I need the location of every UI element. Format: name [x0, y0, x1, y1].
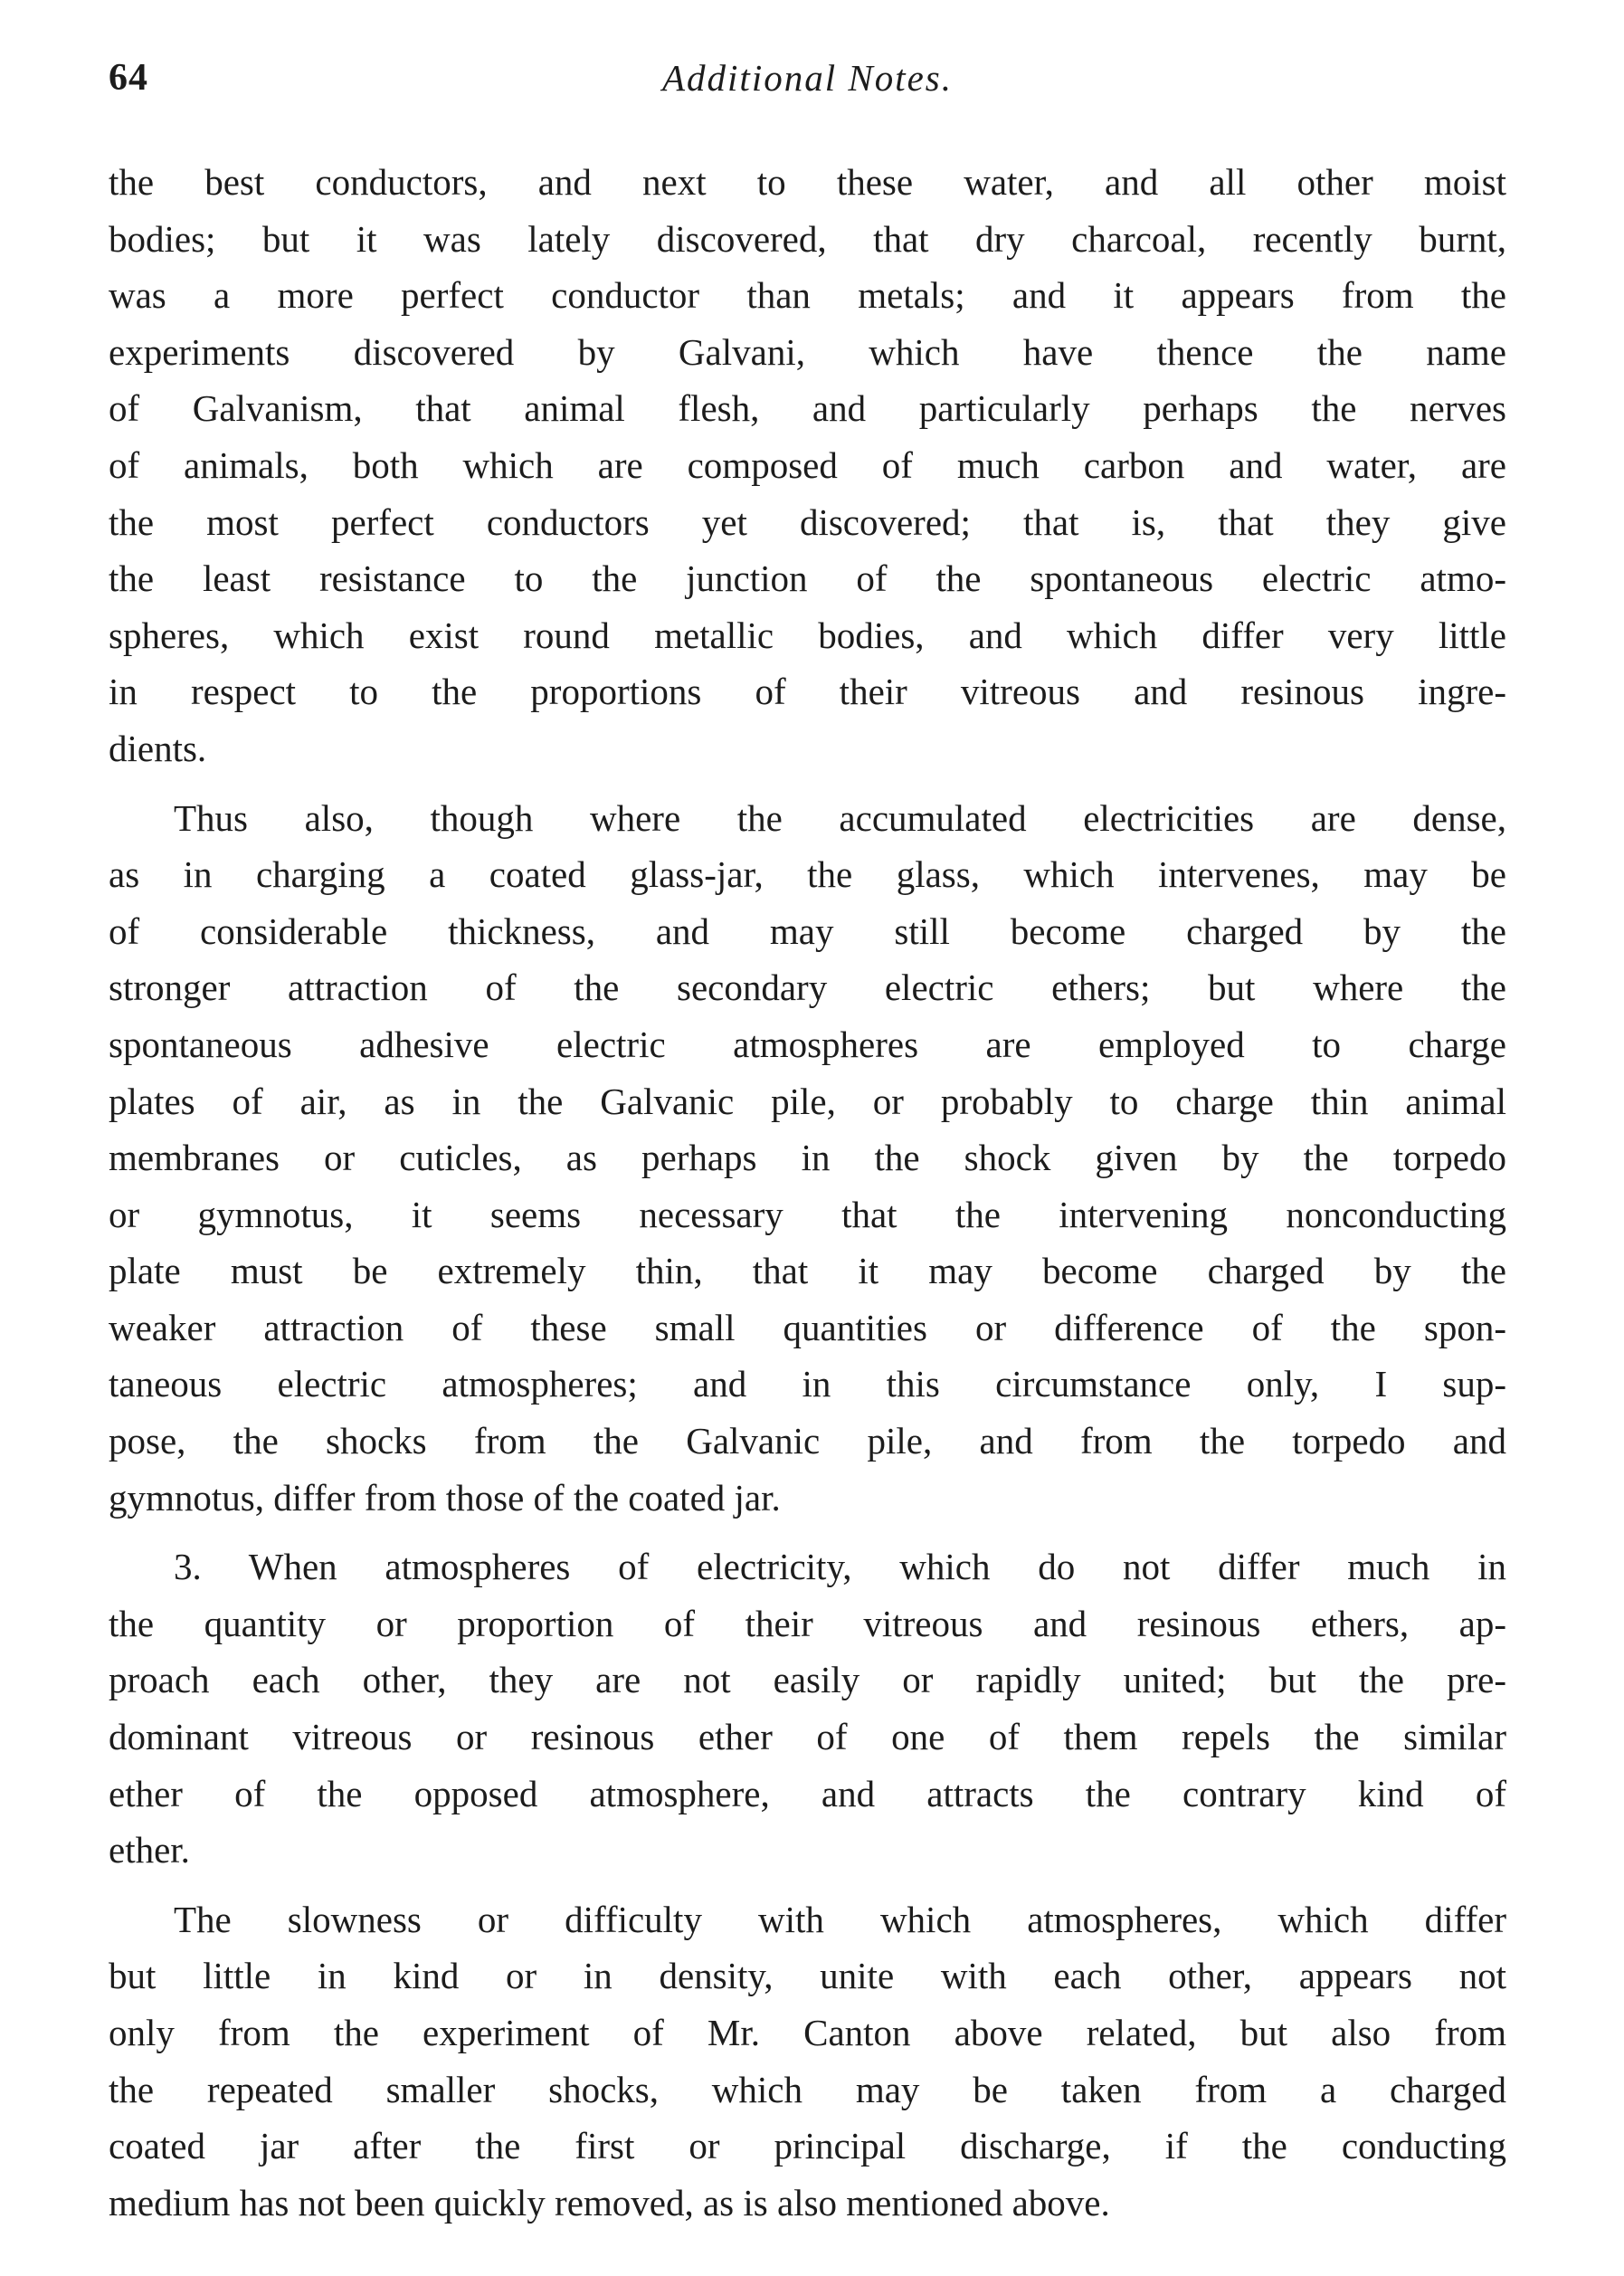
text-line: dominant vitreous or resinous ether of one of them repels the similar	[109, 1716, 1506, 1758]
paragraph	[109, 154, 1506, 777]
paragraph	[109, 1891, 1506, 2232]
paragraph-gap	[109, 777, 1506, 790]
text-line: of Galvanism, that animal flesh, and particularly perhaps the nerves	[109, 387, 1506, 430]
text-line: of animals, both which are composed of much carbon and water, are	[109, 443, 1506, 486]
running-head: Additional Notes.	[662, 57, 953, 99]
text-line: proach each other, they are not easily or rapidly united; but the pre-	[109, 1659, 1506, 1701]
page-header	[109, 56, 1506, 119]
paragraph	[109, 790, 1506, 1527]
text-line: 3. When atmospheres of electricity, which do not differ much in	[174, 1546, 1506, 1588]
text-line: plates of air, as in the Galvanic pile, or probably to charge thin animal	[109, 1080, 1506, 1122]
paragraph-gap	[109, 1526, 1506, 1538]
body-text	[109, 154, 1506, 2231]
text-line: medium has not been quickly removed, as is also mentioned above.	[109, 2181, 1110, 2224]
text-line: in respect to the proportions of their vitreous and resinous ingre-	[109, 671, 1506, 713]
text-line: coated jar after the first or principal discharge, if the conducting	[109, 2125, 1506, 2167]
text-line: stronger attraction of the secondary electric ethers; but where the	[109, 967, 1506, 1009]
text-line: the most perfect conductors yet discovered; that is, that they give	[109, 500, 1506, 543]
paragraph-gap	[109, 1879, 1506, 1891]
text-line: the repeated smaller shocks, which may be taken from a charged	[109, 2068, 1506, 2110]
page-number: 64	[109, 57, 148, 99]
text-line: spontaneous adhesive electric atmospheres are employed to charge	[109, 1023, 1506, 1065]
text-line: gymnotus, differ from those of the coated jar.	[109, 1476, 781, 1519]
text-line: but little in kind or in density, unite with each other, appears not	[109, 1955, 1506, 1997]
text-line: spheres, which exist round metallic bodies, and which differ very little	[109, 614, 1506, 656]
text-line: dients.	[109, 727, 207, 769]
text-line: only from the experiment of Mr. Canton above related, but also from	[109, 2012, 1506, 2053]
text-line: bodies; but it was lately discovered, that dry charcoal, recently burnt,	[109, 217, 1506, 260]
text-line: Thus also, though where the accumulated electricities are dense,	[174, 796, 1506, 839]
text-line: the best conductors, and next to these water, and all other moist	[109, 161, 1506, 203]
text-line: pose, the shocks from the Galvanic pile, and from the torpedo and	[109, 1420, 1506, 1462]
text-line: of considerable thickness, and may still become charged by the	[109, 909, 1506, 952]
text-line: plate must be extremely thin, that it may become charged by the	[109, 1250, 1506, 1292]
text-line: ether of the opposed atmosphere, and attracts the contrary kind of	[109, 1772, 1506, 1814]
text-line: or gymnotus, it seems necessary that the intervening nonconducting	[109, 1193, 1506, 1235]
text-line: experiments discovered by Galvani, which have thence the name	[109, 330, 1506, 373]
text-line: was a more perfect conductor than metals; and it appears from the	[109, 274, 1506, 317]
text-line: the least resistance to the junction of the spontaneous electric atmo-	[109, 557, 1506, 600]
text-line: ether.	[109, 1829, 190, 1871]
text-line: the quantity or proportion of their vitreous and resinous ethers, ap-	[109, 1602, 1506, 1644]
paragraph	[109, 1538, 1506, 1879]
text-line: as in charging a coated glass-jar, the glass, which intervenes, may be	[109, 853, 1506, 896]
text-line: taneous electric atmospheres; and in this circumstance only, I sup-	[109, 1363, 1506, 1405]
text-line: weaker attraction of these small quantities or difference of the spon-	[109, 1306, 1506, 1348]
text-line: The slowness or difficulty with which atmospheres, which differ	[174, 1898, 1506, 1940]
text-line: membranes or cuticles, as perhaps in the shock given by the torpedo	[109, 1137, 1506, 1179]
